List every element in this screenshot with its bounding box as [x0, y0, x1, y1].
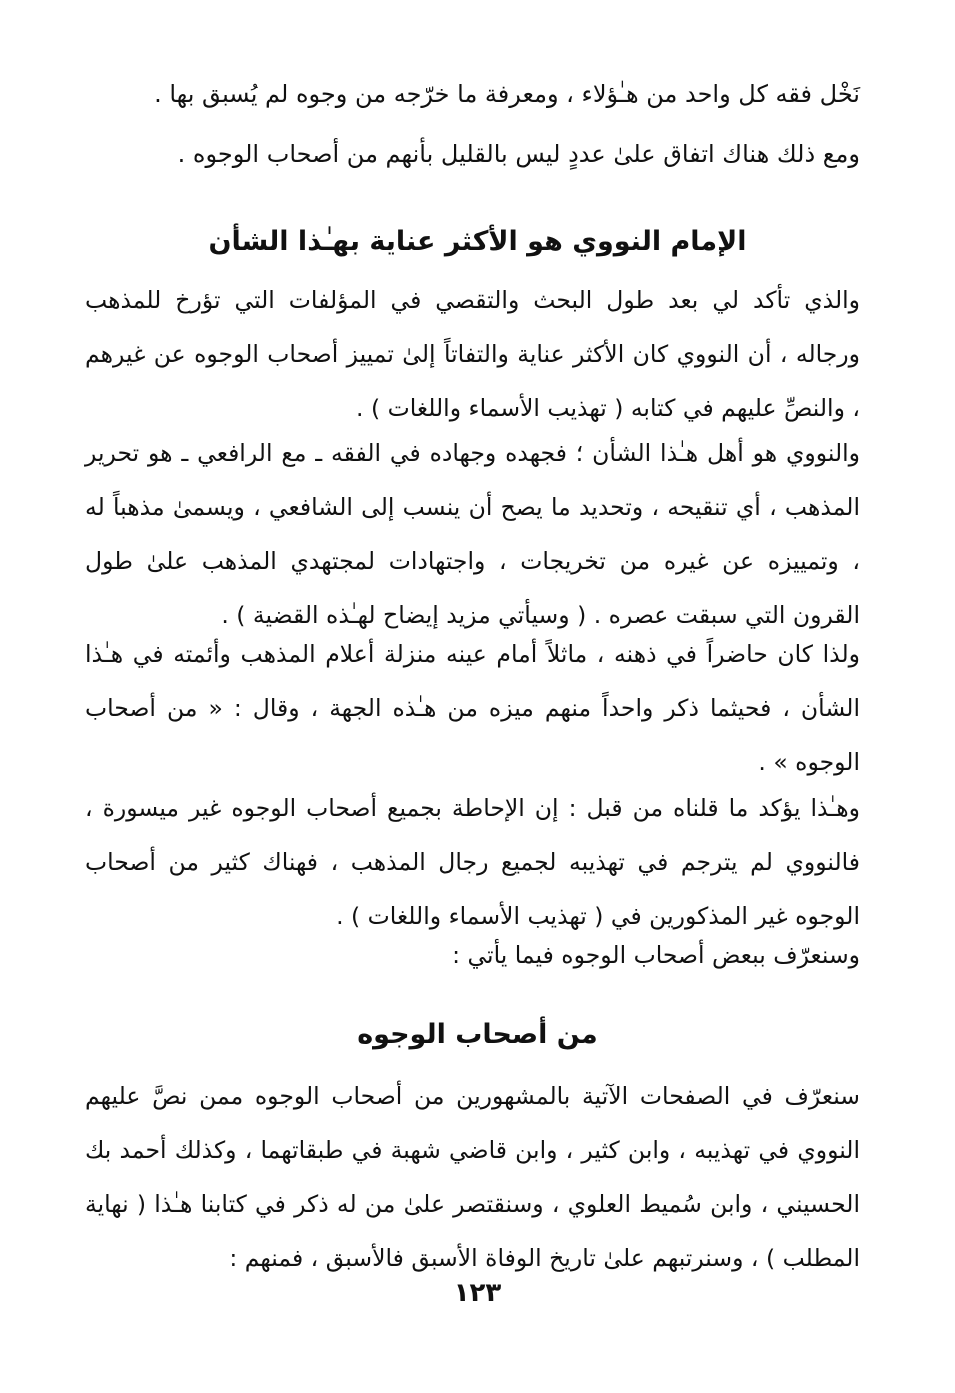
body-paragraph: وسنعرّف ببعض أصحاب الوجوه فيما يأتي : [452, 941, 860, 969]
section-heading: من أصحاب الوجوه [357, 1019, 598, 1050]
body-paragraph: سنعرّف في الصفحات الآتية بالمشهورين من أصحاب الوجوه ممن نصَّ عليهم النووي في تهذيبه ، وابن كثير ، وابن قاضي شهبة في طبقاتهما ، وكذلك أحمد بك الحسيني ، وابن سُميط العلوي ، وسنقتصر علىٰ من له ذكر في كتابنا هـٰذا ( نهاية المطلب ) ، وسنرتبهم علىٰ تاريخ الوفاة الأسبق فالأسبق ، فمنهم : [85, 1082, 860, 1272]
continuation-line: نَخْل فقه كل واحد من هـٰؤلاء ، ومعرفة ما خرّجه من وجوه لم يُسبق بها . [154, 80, 860, 108]
body-paragraph: والذي تأكد لي بعد طول البحث والتقصي في المؤلفات التي تؤرخ للمذهب ورجاله ، أن النووي كان الأكثر عناية والتفاتاً إلىٰ تمييز أصحاب الوجوه عن غيرهم ، والنصِّ عليهم في كتابه ( تهذيب الأسماء واللغات ) . [85, 286, 860, 422]
body-paragraph: ولذا كان حاضراً في ذهنه ، ماثلاً أمام عينه منزلة أعلام المذهب وأئمته في هـٰذا الشأن ، فحيثما ذكر واحداً منهم ميزه من هـٰذه الجهة ، وقال : « من أصحاب الوجوه » . [85, 640, 860, 776]
section-heading: الإمام النووي هو الأكثر عناية بهـٰذا الشأن [208, 226, 747, 257]
page-number: ١٢٣ [453, 1278, 502, 1308]
intro-line: ومع ذلك هناك اتفاق علىٰ عددٍ ليس بالقليل بأنهم من أصحاب الوجوه . [177, 140, 860, 168]
body-paragraph: والنووي هو أهل هـٰذا الشأن ؛ فجهده وجهاده في الفقه ـ مع الرافعي ـ هو تحرير المذهب ، أي تنقيحه ، وتحديد ما يصح أن ينسب إلى الشافعي ، ويسمىٰ مذهباً له ، وتمييزه عن غيره من تخريجات ، واجتهادات لمجتهدي المذهب علىٰ طول القرون التي سبقت عصره . ( وسيأتي مزيد إيضاح لهـٰذه القضية ) . [85, 439, 860, 629]
body-paragraph: وهـٰذا يؤكد ما قلناه من قبل : إن الإحاطة بجميع أصحاب الوجوه غير ميسورة ، فالنووي لم يترجم في تهذيبه لجميع رجال المذهب ، فهناك كثير من أصحاب الوجوه غير المذكورين في ( تهذيب الأسماء واللغات ) . [85, 794, 860, 930]
